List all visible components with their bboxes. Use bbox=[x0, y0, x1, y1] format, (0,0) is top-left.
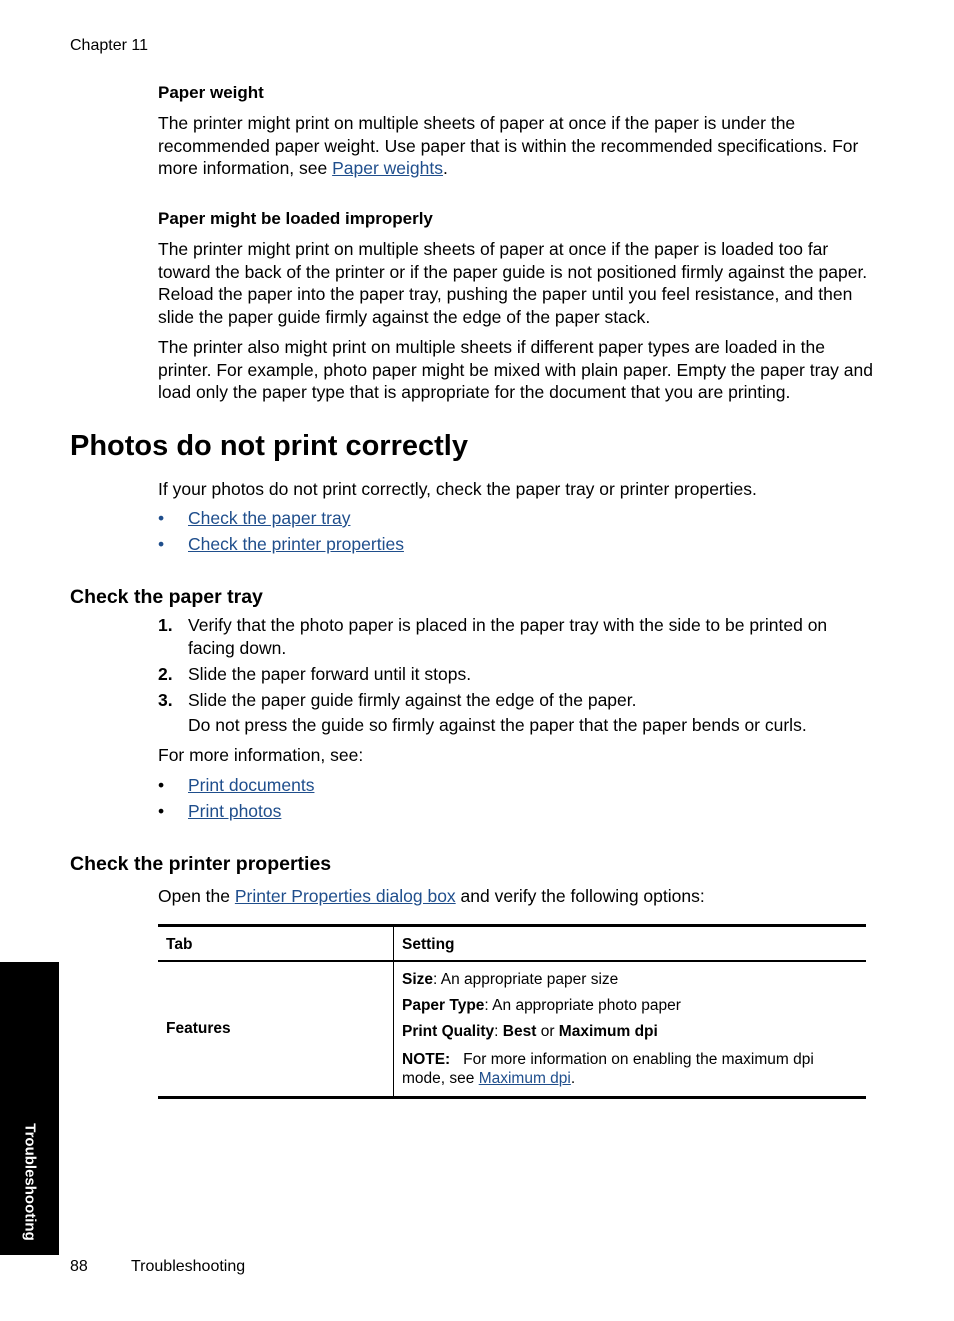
bullet-icon: • bbox=[158, 508, 165, 528]
intro-text-end: and verify the following options: bbox=[455, 886, 705, 906]
print-photos-link[interactable]: Print photos bbox=[188, 801, 282, 821]
paper-weight-end: . bbox=[443, 158, 448, 178]
printer-properties-dialog-link[interactable]: Printer Properties dialog box bbox=[234, 886, 456, 906]
options-table bbox=[158, 924, 866, 1099]
table-header-row bbox=[158, 926, 866, 962]
print-quality-setting bbox=[394, 1022, 866, 1042]
more-info-text: For more information, see: bbox=[158, 745, 364, 765]
list-item bbox=[158, 801, 281, 822]
size-label: Size bbox=[402, 971, 434, 988]
bullet-icon: • bbox=[158, 534, 165, 554]
paper-weight-text bbox=[158, 112, 873, 180]
quality-separator: : bbox=[494, 1023, 503, 1040]
bullet-icon: • bbox=[158, 775, 165, 795]
column-header-setting: Setting bbox=[402, 936, 455, 953]
sidebar-label: Troubleshooting bbox=[21, 1123, 39, 1241]
paper-type-setting bbox=[394, 996, 866, 1016]
step-item bbox=[158, 689, 873, 712]
list-item bbox=[158, 534, 404, 555]
loaded-improperly-heading: Paper might be loaded improperly bbox=[158, 209, 433, 228]
print-quality-label: Print Quality bbox=[402, 1023, 495, 1040]
bullet-icon: • bbox=[158, 801, 165, 821]
list-item bbox=[158, 775, 314, 796]
loaded-improperly-para1: The printer might print on multiple sheets of paper at once if the paper is loaded too far toward the back of the printer or if the paper guide is not positioned firmly against the paper. Reload the paper into the paper tray, pushing the paper until you feel resistance, and then slide the paper guide firmly against the edge of the paper stack. bbox=[158, 239, 868, 327]
printer-properties-heading: Check the printer properties bbox=[70, 853, 332, 875]
size-value: : An appropriate paper size bbox=[433, 971, 619, 988]
check-printer-properties-link[interactable]: Check the printer properties bbox=[188, 534, 404, 554]
check-paper-tray-link[interactable]: Check the paper tray bbox=[188, 508, 351, 528]
loaded-improperly-para2: The printer also might print on multiple sheets if different paper types are loaded in the printer. For example, photo paper might be mixed with plain paper. Empty the paper tray and load only the paper type that is appropriate for the document that you are printing. bbox=[158, 337, 873, 402]
quality-best: Best bbox=[502, 1023, 537, 1040]
page-title: Photos do not print correctly bbox=[70, 430, 468, 462]
step-item bbox=[158, 663, 873, 686]
tab-cell: Features bbox=[158, 961, 394, 1098]
paper-weight-heading: Paper weight bbox=[158, 83, 264, 102]
setting-cell bbox=[394, 961, 867, 1098]
list-item bbox=[158, 508, 350, 529]
paper-weight-body: The printer might print on multiple sheets of paper at once if the paper is under the recommended paper weight. Use paper that is within the recommended specifications. For more information, see bbox=[158, 113, 859, 178]
paper-tray-heading: Check the paper tray bbox=[70, 586, 263, 608]
step-number: 3. bbox=[158, 690, 173, 710]
step-number: 1. bbox=[158, 615, 173, 635]
size-setting bbox=[394, 970, 866, 990]
step3-note: Do not press the guide so firmly against the paper that the paper bends or curls. bbox=[188, 715, 807, 735]
footer-section: Troubleshooting bbox=[131, 1258, 246, 1275]
step-number: 2. bbox=[158, 664, 173, 684]
note-label: NOTE: bbox=[402, 1051, 451, 1068]
note bbox=[394, 1050, 866, 1088]
column-header-tab: Tab bbox=[158, 926, 394, 962]
paper-type-label: Paper Type bbox=[402, 997, 485, 1014]
intro-text: Open the bbox=[158, 886, 235, 906]
step-text: Verify that the photo paper is placed in the paper tray with the side to be printed on facing down. bbox=[188, 615, 828, 658]
paper-weights-link[interactable]: Paper weights bbox=[332, 158, 444, 178]
step-text: Slide the paper forward until it stops. bbox=[188, 664, 472, 684]
note-end: . bbox=[570, 1070, 576, 1087]
chapter-header: Chapter 11 bbox=[70, 37, 148, 54]
printer-properties-intro bbox=[158, 885, 873, 908]
print-documents-link[interactable]: Print documents bbox=[188, 775, 315, 795]
page-number: 88 bbox=[70, 1258, 88, 1275]
quality-max: Maximum dpi bbox=[558, 1023, 658, 1040]
quality-or: or bbox=[536, 1023, 559, 1040]
photos-intro: If your photos do not print correctly, check the paper tray or printer properties. bbox=[158, 479, 757, 499]
paper-type-value: : An appropriate photo paper bbox=[484, 997, 681, 1014]
note-text: For more information on enabling the maximum dpi mode, see bbox=[402, 1051, 814, 1087]
table-row bbox=[158, 961, 866, 1098]
step-item bbox=[158, 614, 873, 659]
step-text: Slide the paper guide firmly against the edge of the paper. bbox=[188, 690, 637, 710]
maximum-dpi-link[interactable]: Maximum dpi bbox=[478, 1070, 571, 1087]
